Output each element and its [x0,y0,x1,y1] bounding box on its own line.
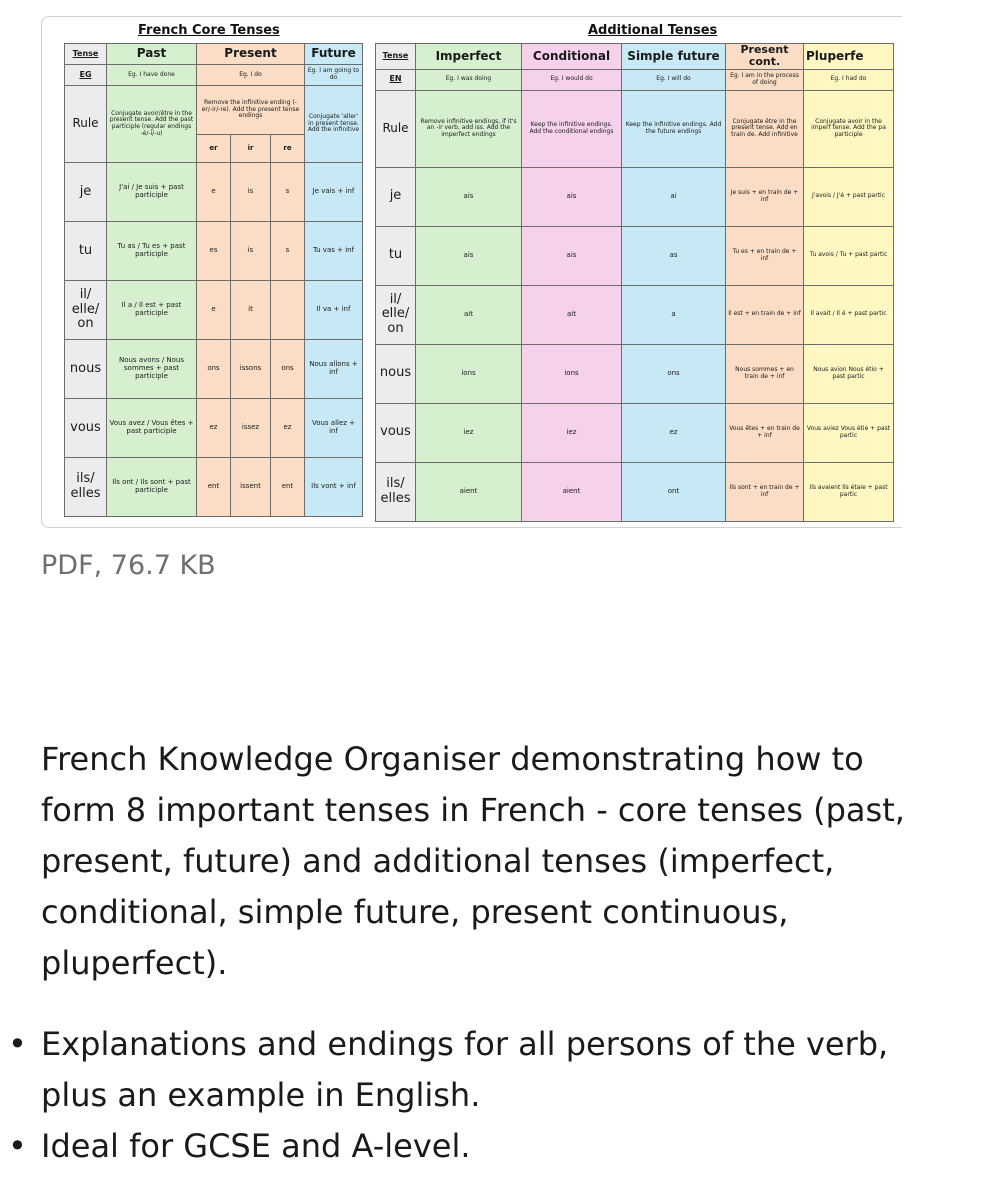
conditional-ending: aient [522,462,622,521]
pluperfect-cell: Vous aviez Vous étie + past partic [804,403,894,462]
additional-tenses-title: Additional Tenses [588,23,718,38]
past-cell: J'ai / Je suis + past participle [107,163,197,222]
imperfect-header: Imperfect [416,44,522,70]
present-re-ending: s [271,222,305,281]
present-ir-ending: is [231,163,271,222]
list-item [8,1121,941,1172]
pluperfect-cell: Tu avois / Tu + past partic [804,226,894,285]
present-er-ending: ent [197,458,231,517]
bullet-icon: • [8,1127,27,1165]
present-group-er: er [197,135,231,162]
person-label: ils/ elles [376,462,416,521]
file-type-size: PDF, 76.7 KB [41,550,216,581]
person-row-il [65,281,363,340]
feature-list [8,1019,941,1172]
future-example: Eg. I am going to do [305,65,363,86]
pluperfect-cell: J'avois / J'é + past partic [804,167,894,226]
present-re-ending: s [271,163,305,222]
person-label: il/ elle/ on [376,285,416,344]
person-row-je [376,167,894,226]
bullet-icon: • [8,1025,27,1063]
pluperfect-example: Eg. I had do [804,69,894,90]
past-cell: Ils ont / Ils sont + past participle [107,458,197,517]
simple-future-example: Eg. I will do [622,69,726,90]
person-label: il/ elle/ on [65,281,107,340]
person-label: tu [376,226,416,285]
present-cont-cell: Tu es + en train de + inf [726,226,804,285]
person-row-ils [65,458,363,517]
person-label: vous [65,399,107,458]
pluperfect-header: Pluperfe [804,44,894,70]
past-cell: Il a / Il est + past participle [107,281,197,340]
present-cont-rule: Conjugate être in the present tense. Add en train de. Add infinitive [726,90,804,167]
person-label: nous [376,344,416,403]
person-row-ils [376,462,894,521]
pluperfect-rule: Conjugate avoir in the imperf tense. Add the pa participle [804,90,894,167]
present-cont-cell: Vous êtes + en train de + inf [726,403,804,462]
header-row [376,44,894,70]
present-re-ending: ez [271,399,305,458]
past-cell: Vous avez / Vous êtes + past participle [107,399,197,458]
rule-label: Rule [376,90,416,167]
present-re-ending: ons [271,340,305,399]
future-cell: Ils vont + inf [305,458,363,517]
present-er-ending: e [197,163,231,222]
en-label: EN [376,69,416,90]
present-ir-ending: is [231,222,271,281]
pluperfect-cell: Nous avion Nous étio + past partic [804,344,894,403]
future-cell: Je vais + inf [305,163,363,222]
imperfect-rule: Remove infinitive endings, if it's an -ir verb, add iss. Add the imperfect endings [416,90,522,167]
tense-label: Tense [65,44,107,65]
future-cell: Tu vas + inf [305,222,363,281]
past-cell: Tu as / Tu es + past participle [107,222,197,281]
additional-tenses-table [375,43,894,522]
list-item-text: Ideal for GCSE and A-level. [41,1127,471,1165]
imperfect-ending: ais [416,167,522,226]
simple-future-header: Simple future [622,44,726,70]
future-cell: Nous allons + inf [305,340,363,399]
future-header: Future [305,44,363,65]
pluperfect-cell: Ils avaient Ils étaie + past partic [804,462,894,521]
future-cell: Vous allez + inf [305,399,363,458]
present-er-ending: ons [197,340,231,399]
example-row [376,69,894,90]
person-label: nous [65,340,107,399]
present-cont-cell: Ils sont + en train de + inf [726,462,804,521]
example-row [65,65,363,86]
core-tenses-table [64,43,363,517]
person-label: je [376,167,416,226]
imperfect-ending: ais [416,226,522,285]
present-rule-cell [197,86,305,163]
simple-future-ending: ai [622,167,726,226]
simple-future-ending: as [622,226,726,285]
present-group-re: re [283,143,292,152]
tense-label: Tense [376,44,416,70]
present-ir-ending: issons [231,340,271,399]
present-er-ending: e [197,281,231,340]
present-cont-header: Present cont. [726,44,804,70]
rule-row [65,86,363,163]
future-rule: Conjugate 'aller' in present tense. Add the infinitive [305,86,363,163]
simple-future-ending: ont [622,462,726,521]
present-cont-cell: Nous sommes + en train de + inf [726,344,804,403]
past-example: Eg. I have done [107,65,197,86]
pluperfect-cell: Il avait / Il é + past partic [804,285,894,344]
present-example: Eg. I do [197,65,305,86]
simple-future-ending: ons [622,344,726,403]
list-item [8,1019,941,1121]
present-header: Present [197,44,305,65]
imperfect-ending: ions [416,344,522,403]
conditional-example: Eg. I would do [522,69,622,90]
present-ir-ending: issent [231,458,271,517]
simple-future-ending: a [622,285,726,344]
present-er-ending: ez [197,399,231,458]
person-label: ils/ elles [65,458,107,517]
person-row-vous [376,403,894,462]
present-ir-ending: it [231,281,271,340]
simple-future-rule: Keep the infinitive endings. Add the future endings [622,90,726,167]
rule-row [376,90,894,167]
conditional-ending: ais [522,226,622,285]
present-rule: Remove the infinitive ending (-er/-ir/-re). Add the present tense endings [197,86,304,135]
past-cell: Nous avons / Nous sommes + past participle [107,340,197,399]
present-er-ending: es [197,222,231,281]
conditional-ending: ais [522,167,622,226]
person-label: vous [376,403,416,462]
person-row-tu [65,222,363,281]
person-row-tu [376,226,894,285]
imperfect-example: Eg. I was doing [416,69,522,90]
conditional-rule: Keep the infinitive endings. Add the conditional endings [522,90,622,167]
core-tenses-title: French Core Tenses [138,23,280,38]
imperfect-ending: ait [416,285,522,344]
past-rule: Conjugate avoir/être in the present tense. Add the past participle (regular endings -é/-i/-u) [107,86,197,163]
resource-description: French Knowledge Organiser demonstrating how to form 8 important tenses in French - core tenses (past, present, future) and additional tenses (imperfect, conditional, simple future, present continuous, pluperfect). [41,740,905,982]
present-re-ending: ent [271,458,305,517]
person-row-je [65,163,363,222]
conditional-ending: iez [522,403,622,462]
present-cont-cell: Je suis + en train de + inf [726,167,804,226]
present-ir-ending: issez [231,399,271,458]
header-row [65,44,363,65]
eg-label: EG [65,65,107,86]
present-re-ending [271,281,305,340]
document-preview[interactable] [41,16,902,528]
present-cont-cell: Il est + en train de + inf [726,285,804,344]
rule-label: Rule [65,86,107,163]
present-cont-example: Eg. I am in the process of doing [726,69,804,90]
simple-future-ending: ez [622,403,726,462]
present-group-ir: ir [231,135,271,162]
person-row-nous [65,340,363,399]
past-header: Past [107,44,197,65]
person-row-vous [65,399,363,458]
imperfect-ending: aient [416,462,522,521]
person-row-nous [376,344,894,403]
conditional-header: Conditional [522,44,622,70]
imperfect-ending: iez [416,403,522,462]
person-label: tu [65,222,107,281]
conditional-ending: ait [522,285,622,344]
conditional-ending: ions [522,344,622,403]
future-cell: Il va + inf [305,281,363,340]
list-item-text: Explanations and endings for all persons of the verb, plus an example in English. [41,1025,889,1114]
person-row-il [376,285,894,344]
person-label: je [65,163,107,222]
